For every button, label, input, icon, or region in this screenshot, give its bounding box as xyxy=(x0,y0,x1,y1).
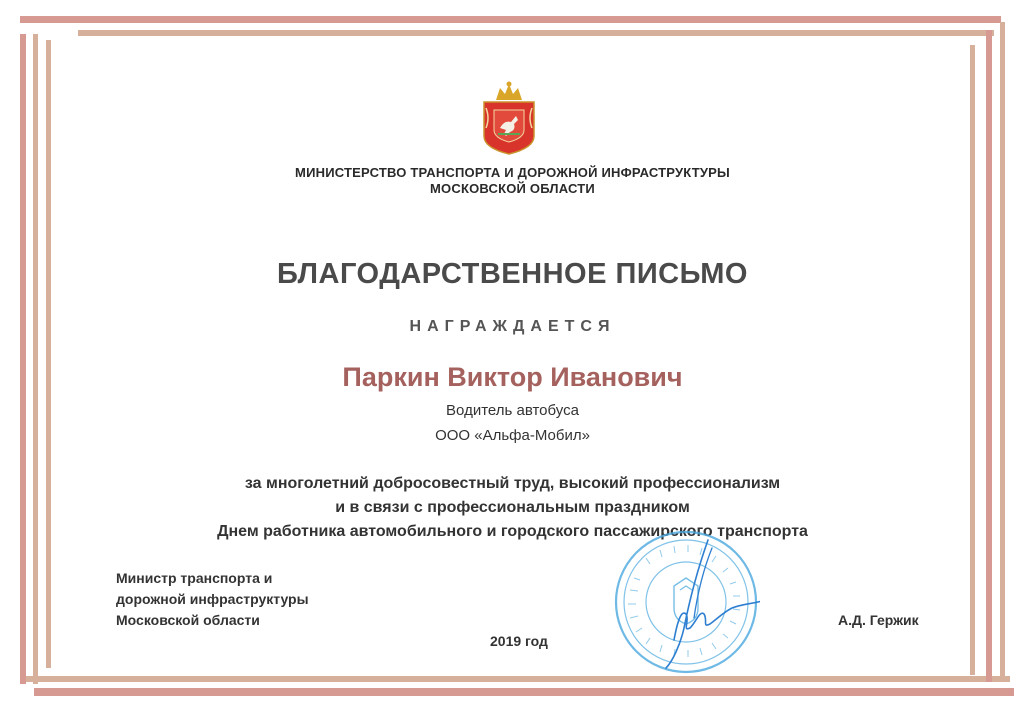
recipient-name: Паркин Виктор Иванович xyxy=(342,362,683,392)
reason-line1: за многолетний добросовестный труд, высокий профессионализм xyxy=(244,475,781,492)
signatory-title-line1: Министр транспорта и xyxy=(116,570,273,586)
year-label: 2019 год xyxy=(490,633,548,649)
frame-right-mid xyxy=(986,30,992,682)
signatory-title xyxy=(116,568,309,631)
frame-right-inner xyxy=(970,45,975,675)
ministry-name-line2: МОСКОВСКОЙ ОБЛАСТИ xyxy=(430,181,595,196)
reason-line2: и в связи с профессиональным праздником xyxy=(335,499,690,516)
reason-line3: Днем работника автомобильного и городского пассажирского транспорта xyxy=(217,523,808,540)
frame-top-outer xyxy=(20,16,1001,23)
awarded-label: НАГРАЖДАЕТСЯ xyxy=(409,318,616,335)
frame-left-inner xyxy=(46,40,51,668)
document-title: БЛАГОДАРСТВЕННОЕ ПИСЬМО xyxy=(277,258,748,290)
coat-of-arms-icon xyxy=(478,78,540,156)
frame-bottom-inner xyxy=(20,676,1010,682)
signatory-title-line2: дорожной инфраструктуры xyxy=(116,591,309,607)
frame-left-outer xyxy=(20,34,26,684)
ministry-name-line1: МИНИСТЕРСТВО ТРАНСПОРТА И ДОРОЖНОЙ ИНФРАСТРУКТУРЫ xyxy=(295,165,730,180)
recipient-company: ООО «Альфа-Мобил» xyxy=(435,427,590,444)
official-stamp-icon xyxy=(612,528,760,676)
frame-top-inner xyxy=(78,30,994,36)
frame-right-outer xyxy=(1000,22,1005,682)
signatory-title-line3: Московской области xyxy=(116,612,260,628)
frame-bottom-outer xyxy=(34,688,1014,696)
recipient-position: Водитель автобуса xyxy=(446,402,579,419)
frame-left-mid xyxy=(33,34,38,684)
signer-name: А.Д. Гержик xyxy=(838,612,919,628)
